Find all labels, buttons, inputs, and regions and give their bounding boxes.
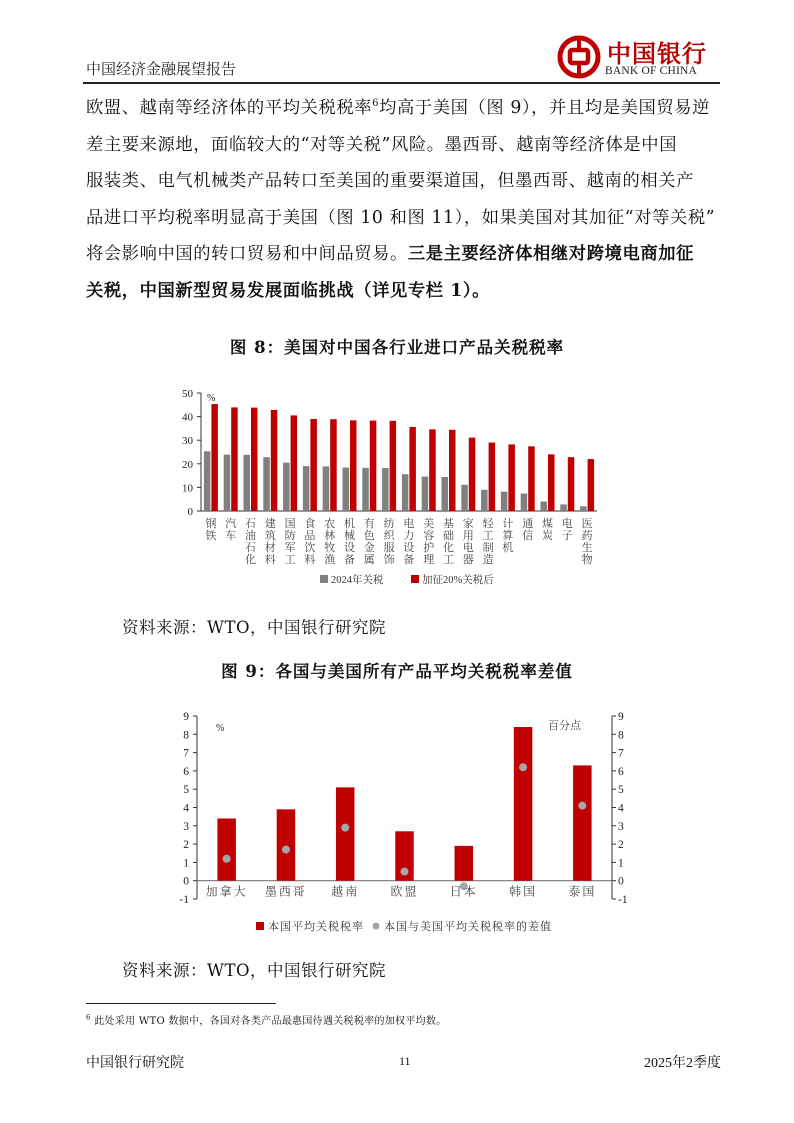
category-label: 子	[561, 530, 573, 542]
legend-label-dot: 本国与美国平均关税税率的差值	[384, 921, 552, 933]
category-label: 饮	[304, 542, 316, 554]
left-unit-label: %	[216, 723, 225, 734]
category-label: 渔	[324, 554, 336, 566]
category-label: 饰	[383, 554, 395, 566]
tariff-bar	[217, 818, 236, 880]
bold-text-run: 三是主要经济体相继对跨境电商加征	[407, 244, 694, 264]
y-tick-label: 20	[182, 458, 193, 471]
category-label: 力	[403, 530, 415, 542]
footnote-text: 此处采用 WTO 数据中，各国对各类产品最惠国待遇关税税率的加权平均数。	[94, 1016, 447, 1027]
figure-9-title: 图 9：各国与美国所有产品平均关税税率差值	[221, 662, 573, 681]
bar-2024	[501, 492, 508, 511]
category-label: 防	[284, 530, 296, 542]
left-tick-label: 1	[183, 857, 189, 870]
paragraph-line: 差主要来源地，面临较大的“对等关税”风险。墨西哥、越南等经济体是中国	[86, 134, 678, 155]
figure-8-title: 图 8：美国对中国各行业进口产品关税税率	[229, 338, 565, 357]
figure-8-source: 资料来源：WTO，中国银行研究院	[122, 618, 386, 637]
right-tick-label: 9	[618, 711, 624, 723]
bar-plus-20pct	[548, 454, 555, 511]
category-label: 础	[443, 530, 454, 542]
category-label: 用	[462, 530, 474, 542]
logo-english-name: BANK OF CHINA	[605, 65, 698, 77]
difference-dot	[341, 824, 349, 832]
category-label: 容	[423, 530, 435, 542]
bar-2024	[521, 494, 528, 511]
category-label: 机	[344, 518, 355, 530]
bar-plus-20pct	[350, 420, 357, 511]
category-label: 信	[522, 530, 534, 542]
right-tick-label: -1	[618, 894, 628, 906]
y-tick-label: 40	[182, 411, 193, 424]
category-label: 炭	[542, 530, 553, 542]
category-label: 加拿大	[205, 884, 248, 899]
category-label: 生	[581, 542, 593, 554]
category-label: 农	[324, 518, 336, 530]
page-number: 11	[399, 1054, 411, 1068]
bar-2024	[580, 506, 587, 511]
category-label: 化	[245, 554, 256, 566]
category-label: 纺	[383, 518, 395, 530]
category-label: 属	[363, 554, 375, 566]
category-label: 越南	[331, 884, 360, 899]
bar-plus-20pct	[390, 421, 397, 511]
category-label: 国	[284, 518, 296, 530]
category-label: 日本	[449, 884, 478, 899]
footnote-divider	[86, 1003, 276, 1004]
left-tick-label: 8	[183, 729, 189, 742]
category-label: 械	[344, 530, 355, 542]
category-label: 轻	[482, 518, 494, 530]
legend-swatch-bar	[256, 922, 264, 930]
category-label: 计	[502, 518, 514, 530]
category-label: 备	[403, 554, 415, 566]
category-label: 色	[363, 530, 375, 542]
y-tick-label: 30	[182, 435, 193, 448]
bar-plus-20pct	[508, 444, 515, 511]
category-label: 有	[363, 518, 375, 530]
difference-dot	[282, 846, 290, 854]
category-label: 基	[443, 518, 454, 530]
category-label: 备	[344, 554, 355, 566]
report-title: 中国经济金融展望报告	[86, 62, 237, 78]
difference-dot	[519, 763, 527, 771]
bank-of-china-logo-icon	[557, 35, 601, 79]
category-label: 汽	[225, 518, 237, 530]
bar-2024	[560, 504, 567, 511]
category-label: 品	[304, 530, 316, 542]
right-tick-label: 5	[618, 784, 624, 797]
legend-label-bar: 本国平均关税税率	[268, 921, 364, 933]
right-tick-label: 0	[618, 875, 624, 888]
category-label: 药	[581, 530, 593, 542]
bar-plus-20pct	[429, 429, 436, 511]
bar-2024	[323, 466, 330, 511]
category-label: 建	[264, 518, 276, 530]
category-label: 织	[383, 530, 395, 542]
right-tick-label: 1	[618, 857, 624, 870]
y-tick-label: 10	[182, 482, 193, 495]
category-label: 工	[482, 530, 494, 542]
tariff-bar	[514, 727, 533, 881]
footer-quarter: 2025年2季度	[644, 1056, 721, 1071]
bar-plus-20pct	[568, 457, 575, 511]
right-tick-label: 8	[618, 729, 624, 742]
category-label: 造	[482, 554, 494, 566]
category-label: 牧	[324, 542, 336, 554]
bar-2024	[422, 477, 429, 511]
category-label: 油	[245, 530, 256, 542]
category-label: 制	[482, 542, 494, 554]
legend-swatch	[320, 575, 328, 583]
category-label: 食	[304, 518, 316, 530]
category-label: 物	[581, 554, 593, 566]
category-label: 电	[403, 518, 415, 530]
right-tick-label: 4	[618, 802, 624, 815]
category-label: 石	[245, 518, 256, 530]
bar-plus-20pct	[211, 404, 218, 511]
left-tick-label: 4	[183, 802, 189, 815]
category-label: 泰国	[568, 884, 597, 899]
paragraph-line: 品进口平均税率明显高于美国（图 10 和图 11），如果美国对其加征“对等关税”	[86, 207, 716, 228]
tariff-bar	[336, 787, 355, 880]
difference-dot	[223, 855, 231, 863]
text-run: 将会影响中国的转口贸易和中间品贸易。	[86, 244, 408, 264]
bar-2024	[343, 468, 350, 511]
category-label: 韩国	[509, 884, 538, 899]
right-tick-label: 2	[618, 839, 624, 852]
category-label: 煤	[542, 518, 553, 530]
category-label: 电	[462, 542, 474, 554]
bar-plus-20pct	[271, 410, 278, 511]
y-unit-label: %	[207, 393, 216, 404]
bar-plus-20pct	[310, 419, 317, 511]
category-label: 钢	[205, 518, 217, 530]
footnote-mark: 6	[86, 1013, 91, 1022]
category-label: 机	[502, 542, 514, 554]
paragraph-line: 服装类、电气机械类产品转口至美国的重要渠道国，但墨西哥、越南的相关产	[86, 171, 694, 191]
left-tick-label: 6	[183, 765, 189, 778]
left-tick-label: 9	[183, 711, 189, 723]
category-label: 化	[443, 542, 454, 554]
bar-2024	[224, 455, 231, 511]
right-tick-label: 7	[618, 747, 624, 760]
category-label: 材	[264, 542, 276, 554]
category-label: 石	[245, 542, 256, 554]
bar-plus-20pct	[409, 427, 416, 511]
footnote	[86, 1012, 447, 1027]
left-tick-label: 7	[183, 747, 189, 760]
category-label: 护	[423, 542, 435, 554]
bar-2024	[204, 451, 211, 511]
bar-2024	[382, 468, 389, 511]
category-label: 金	[363, 542, 375, 554]
text-run: 均高于美国（图 9），并且均是美国贸易逆	[379, 98, 710, 118]
bar-plus-20pct	[231, 407, 238, 511]
right-tick-label: 6	[618, 765, 624, 778]
bar-plus-20pct	[291, 415, 298, 511]
logo-chinese-name: 中国银行	[607, 39, 707, 68]
bar-2024	[283, 463, 290, 511]
category-label: 美	[423, 518, 435, 530]
right-tick-label: 3	[618, 820, 624, 833]
bar-2024	[402, 474, 409, 511]
body-paragraph	[86, 90, 726, 309]
category-label: 医	[581, 518, 593, 530]
legend-label: 2024年关税	[331, 575, 384, 586]
category-label: 器	[462, 554, 474, 566]
bar-plus-20pct	[588, 459, 595, 511]
category-label: 理	[423, 554, 435, 566]
category-label: 筑	[264, 530, 276, 542]
right-unit-label: 百分点	[548, 720, 581, 732]
tariff-bar	[277, 809, 296, 880]
bar-2024	[244, 455, 251, 511]
category-label: 料	[264, 554, 276, 566]
paragraph-line	[86, 90, 726, 127]
category-label: 铁	[205, 530, 217, 542]
bar-plus-20pct	[469, 438, 476, 511]
text-run: 欧盟、越南等经济体的平均关税税率	[86, 98, 373, 118]
bar-plus-20pct	[251, 408, 258, 511]
category-label: 墨西哥	[264, 884, 307, 899]
category-label: 设	[344, 542, 355, 554]
difference-dot	[401, 868, 409, 876]
figure-8-chart	[170, 385, 620, 595]
bar-plus-20pct	[489, 443, 496, 511]
bar-2024	[362, 468, 369, 511]
y-tick-label: 0	[187, 506, 193, 518]
paragraph-line: 关税，中国新型贸易发展面临挑战（详见专栏 1）。	[86, 280, 490, 301]
bar-2024	[481, 490, 488, 511]
bar-2024	[442, 477, 449, 511]
bar-2024	[303, 466, 310, 511]
legend-label: 加征20%关税后	[422, 575, 494, 586]
bar-plus-20pct	[370, 421, 377, 511]
category-label: 设	[403, 542, 415, 554]
tariff-bar	[573, 765, 592, 880]
category-label: 工	[284, 554, 296, 566]
category-label: 料	[304, 554, 316, 566]
bar-2024	[461, 485, 468, 511]
category-label: 车	[225, 530, 237, 542]
left-tick-label: 0	[183, 875, 189, 888]
category-label: 军	[284, 542, 296, 554]
tariff-bar	[455, 846, 474, 881]
category-label: 欧盟	[390, 884, 419, 899]
paragraph-line	[86, 236, 726, 273]
category-label: 通	[522, 518, 534, 530]
left-tick-label: 5	[183, 784, 189, 797]
bar-plus-20pct	[330, 419, 337, 511]
category-label: 工	[443, 554, 454, 566]
bar-plus-20pct	[528, 446, 535, 511]
left-tick-label: 3	[183, 820, 189, 833]
figure-9-source: 资料来源：WTO，中国银行研究院	[122, 961, 386, 980]
left-tick-label: 2	[183, 839, 189, 852]
difference-dot	[578, 802, 586, 810]
bank-logo	[557, 34, 722, 80]
category-label: 服	[383, 542, 395, 554]
footer-institute: 中国银行研究院	[86, 1056, 184, 1071]
y-tick-label: 50	[182, 388, 193, 400]
category-label: 算	[502, 530, 514, 542]
category-label: 电	[561, 518, 573, 530]
left-tick-label: -1	[179, 894, 189, 906]
footnote-ref[interactable]: 6	[372, 98, 380, 110]
bar-2024	[263, 457, 270, 511]
figure-9-chart	[170, 705, 640, 945]
header-divider	[83, 82, 720, 84]
bar-2024	[541, 502, 548, 511]
category-label: 林	[324, 530, 336, 542]
bar-plus-20pct	[449, 430, 456, 511]
category-label: 家	[462, 518, 474, 530]
legend-swatch	[411, 575, 419, 583]
legend-swatch-dot	[373, 923, 380, 930]
